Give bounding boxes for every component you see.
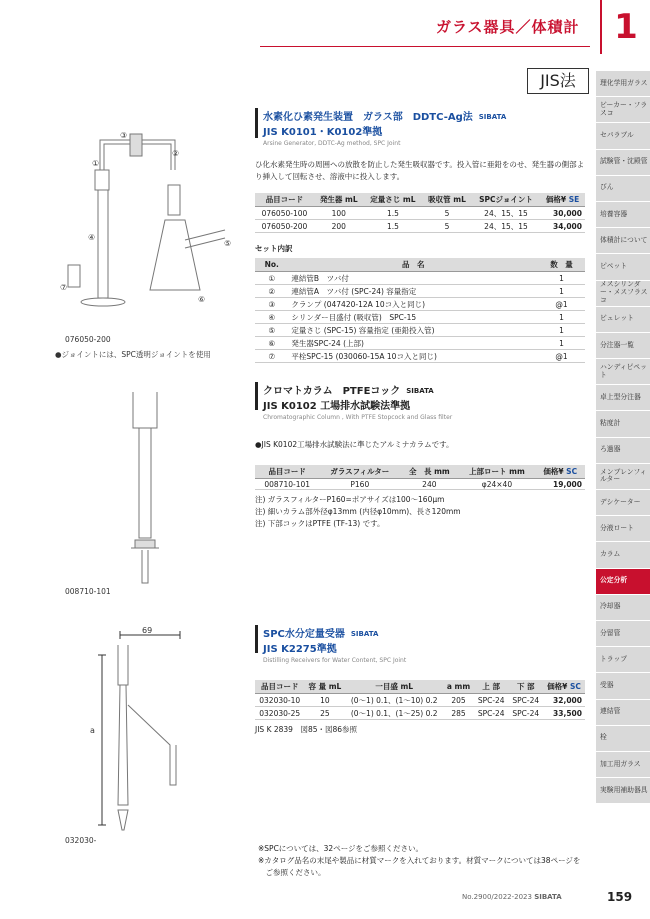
table-cell: ⑥ (255, 337, 288, 350)
table-cell: 平栓SPC-15 (030060-15A 10コ入と同じ) (288, 350, 538, 363)
product-jis: JIS K2275準拠 (263, 644, 337, 655)
table-cell: SPC-24 (508, 694, 543, 707)
image-code: 076050-200 (65, 335, 111, 344)
table-cell: 30,000 (540, 207, 585, 220)
table-cell: 205 (443, 694, 474, 707)
table-cell: 1 (538, 337, 585, 350)
table-cell: 1 (538, 311, 585, 324)
footer-note-line: ご参照ください。 (258, 868, 326, 877)
table-cell: 連結管A ツバ付 (SPC-24) 容量指定 (288, 285, 538, 298)
table-header: 数 量 (538, 258, 585, 272)
product-title-text: 水素化ひ素発生装置 ガラス部 DDTC-Ag法 (263, 112, 473, 123)
product-subtitle: Arsine Generator, DDTC-Ag method, SPC Joint (263, 140, 401, 147)
sidebar-item[interactable]: 加工用ガラス (596, 751, 650, 777)
table-cell: 076050-100 (255, 207, 314, 220)
sidebar-item[interactable]: 卓上型分注器 (596, 384, 650, 410)
product-jis: JIS K0102 工場排水試験法準拠 (263, 401, 411, 412)
sidebar-item[interactable]: 分液ロート (596, 515, 650, 541)
table-cell: ⑦ (255, 350, 288, 363)
arsine-generator-illustration (60, 130, 250, 325)
page-number: 159 (607, 890, 633, 904)
sidebar-item[interactable]: 体積計について (596, 227, 650, 253)
table-header: 価格¥ SC (535, 465, 585, 479)
table-header: 発生器 mL (314, 193, 364, 207)
table-row (255, 707, 585, 720)
table-cell: ⑤ (255, 324, 288, 337)
spec-table (255, 465, 585, 490)
table-header: 一目盛 mL (345, 680, 443, 694)
table-cell: ① (255, 272, 288, 285)
sidebar-item[interactable]: 理化学用ガラス (596, 70, 650, 96)
table-row (255, 694, 585, 707)
table-header: a mm (443, 680, 474, 694)
table-row (255, 311, 585, 324)
sidebar-item[interactable]: ハンディピペット (596, 358, 650, 384)
table-cell: 1.5 (364, 207, 422, 220)
table-cell: SPC-24 (474, 707, 509, 720)
catalog-number-text: No.2900/2022-2023 (462, 893, 532, 901)
sidebar-item[interactable]: ビーカー・フラスコ (596, 96, 650, 122)
table-cell: ③ (255, 298, 288, 311)
table-cell: 1 (538, 272, 585, 285)
table-cell: 032030-10 (255, 694, 304, 707)
table-cell: シリンダー目盛付 (吸収管) SPC-15 (288, 311, 538, 324)
label-4: ④ (88, 233, 96, 242)
sidebar-item[interactable]: 分留管 (596, 620, 650, 646)
table-cell: 24、15、15 (472, 220, 540, 233)
product-title (255, 382, 590, 397)
sidebar-item[interactable]: メンブレンフィルター (596, 463, 650, 489)
table-header: 品 名 (288, 258, 538, 272)
product-title (255, 108, 590, 123)
table-cell: 1 (538, 324, 585, 337)
table-row (255, 220, 585, 233)
table-header: 全 長 mm (400, 465, 458, 479)
table-cell: 連結管B ツバ付 (288, 272, 538, 285)
dimension-width: 69 (142, 626, 153, 635)
table-cell: 200 (314, 220, 364, 233)
label-7: ⑦ (60, 283, 68, 292)
table-cell: (0〜1) 0.1、(1〜10) 0.2 (345, 694, 443, 707)
sidebar-item[interactable]: ろ過器 (596, 437, 650, 463)
table-header: 下 部 (508, 680, 543, 694)
table-cell: 10 (304, 694, 345, 707)
table-row (255, 350, 585, 363)
table-cell: ④ (255, 311, 288, 324)
label-1: ① (92, 159, 100, 168)
category-sidebar (596, 70, 650, 803)
table-header: 品目コード (255, 680, 304, 694)
footer-notes (258, 843, 580, 879)
label-5: ⑤ (224, 239, 232, 248)
table-header: 上 部 (474, 680, 509, 694)
table-cell: 1.5 (364, 220, 422, 233)
table-header: SPCジョイント (472, 193, 540, 207)
sidebar-item[interactable]: ビュレット (596, 306, 650, 332)
spec-table (255, 193, 585, 233)
catalog-number (462, 893, 562, 901)
note-line: 注) ガラスフィルターP160=ポアサイズは100〜160μm (255, 495, 445, 504)
table-header: 価格¥ SE (540, 193, 585, 207)
footer-brand: SIBATA (534, 893, 562, 901)
product-arsine-generator (255, 108, 590, 363)
product-description: ●JIS K0102工場排水試験法に準じたアルミナカラムです。 (255, 440, 454, 449)
table-cell: 008710-101 (255, 479, 319, 490)
brand-logo: SIBATA (478, 113, 507, 121)
table-header: ガラスフィルター (319, 465, 400, 479)
table-cell: (0〜1) 0.1、(1〜25) 0.2 (345, 707, 443, 720)
table-header: No. (255, 258, 288, 272)
table-cell: 24、15、15 (472, 207, 540, 220)
sidebar-item[interactable]: 試験管・沈殿管 (596, 149, 650, 175)
footer-note-line: ※SPCについては、32ページをご参照ください。 (258, 844, 424, 853)
note-line: 注) 細いカラム部外径φ13mm (内径φ10mm)、長さ120mm (255, 507, 461, 516)
table-row (255, 337, 585, 350)
table-cell: 032030-25 (255, 707, 304, 720)
dimension-a: a (90, 726, 95, 735)
table-cell: 32,000 (543, 694, 585, 707)
table-row (255, 479, 585, 490)
header-title: ガラス器具／体積計 (436, 18, 580, 36)
image-code: 032030- (65, 836, 97, 845)
table-header: 上部ロート mm (458, 465, 535, 479)
footer-note-line: ※カタログ品名の末尾や製品に材質マークを入れております。材質マークについては38ページを (258, 856, 581, 865)
table-cell: φ24×40 (458, 479, 535, 490)
table-header: 品目コード (255, 193, 314, 207)
label-3: ③ (120, 131, 128, 140)
table-cell: 19,000 (535, 479, 585, 490)
brand-logo: SIBATA (350, 630, 379, 638)
table-row (255, 298, 585, 311)
table-row (255, 324, 585, 337)
spec-table (255, 680, 585, 720)
table-cell: P160 (319, 479, 400, 490)
spec-notes (255, 494, 590, 530)
table-row (255, 207, 585, 220)
table-header: 容 量 mL (304, 680, 345, 694)
table-cell: 34,000 (540, 220, 585, 233)
sidebar-item[interactable]: 公定分析 (596, 568, 650, 594)
table-row (255, 272, 585, 285)
table-cell: 25 (304, 707, 345, 720)
product-distilling-receiver (255, 625, 590, 736)
sidebar-item[interactable]: 粘度計 (596, 410, 650, 436)
table-cell: クランプ (047420-12A 10コ入と同じ) (288, 298, 538, 311)
brand-logo: SIBATA (406, 387, 434, 395)
table-cell: 076050-200 (255, 220, 314, 233)
sidebar-item[interactable]: 連結管 (596, 699, 650, 725)
table-cell: 240 (400, 479, 458, 490)
chromatographic-column-illustration (125, 388, 165, 588)
sidebar-item[interactable]: 受器 (596, 672, 650, 698)
sidebar-item[interactable]: 培養容器 (596, 201, 650, 227)
jis-reference: JIS K 2839 図85・図86参照 (255, 725, 358, 734)
product-subtitle: Distilling Receivers for Water Content, SPC Joint (263, 657, 407, 664)
table-cell: 5 (422, 220, 472, 233)
sidebar-item[interactable]: カラム (596, 541, 650, 567)
table-cell: 5 (422, 207, 472, 220)
table-header: 吸収管 mL (422, 193, 472, 207)
note-line: 注) 下部コックはPTFE (TF-13) です。 (255, 519, 385, 528)
sidebar-item[interactable]: メスシリンダー・メスフラスコ (596, 280, 650, 306)
table-cell: @1 (538, 298, 585, 311)
sidebar-item[interactable]: ピペット (596, 253, 650, 279)
product-jis: JIS K0101・K0102準拠 (263, 127, 383, 138)
table-cell: SPC-24 (508, 707, 543, 720)
sidebar-item[interactable]: びん (596, 175, 650, 201)
table-cell: 33,500 (543, 707, 585, 720)
product-title (255, 625, 590, 640)
table-header: 価格¥ SC (543, 680, 585, 694)
sidebar-item[interactable]: 冷却器 (596, 594, 650, 620)
table-cell: 100 (314, 207, 364, 220)
sidebar-item[interactable]: 分注器一覧 (596, 332, 650, 358)
product-subtitle: Chromatographic Column , With PTFE Stopcock and Glass filter (263, 414, 453, 421)
table-cell: SPC-24 (474, 694, 509, 707)
table-cell: @1 (538, 350, 585, 363)
table-cell: 定量さじ (SPC-15) 容量指定 (亜鉛投入管) (288, 324, 538, 337)
label-6: ⑥ (198, 295, 206, 304)
image-code: 008710-101 (65, 587, 111, 596)
product-description: ひ化水素発生時の周囲への放散を防止した発生吸収器です。投入管に亜鉛をのせ、発生器の側部より挿入して回転させ、溶液中に投入します。 (255, 160, 585, 181)
header-rule (260, 46, 590, 47)
product-title-text: SPC水分定量受器 (263, 629, 345, 640)
sidebar-item[interactable]: 栓 (596, 725, 650, 751)
sidebar-item[interactable]: トラップ (596, 646, 650, 672)
table-cell: 発生器SPC-24 (上部) (288, 337, 538, 350)
set-contents-table (255, 258, 585, 363)
image-note: ●ジョイントには、SPC透明ジョイントを使用 (55, 350, 211, 359)
label-2: ② (172, 149, 180, 158)
table-cell: ② (255, 285, 288, 298)
chapter-number: 1 (600, 0, 650, 54)
jis-method-badge: JIS法 (527, 68, 589, 94)
distilling-receiver-illustration (80, 625, 190, 835)
sidebar-item[interactable]: セパラブル (596, 122, 650, 148)
product-chromatographic-column (255, 382, 590, 530)
table-row (255, 285, 585, 298)
table-header: 品目コード (255, 465, 319, 479)
set-contents-title: セット内訳 (255, 244, 293, 253)
sidebar-item[interactable]: デシケーター (596, 489, 650, 515)
table-cell: 1 (538, 285, 585, 298)
product-title-text: クロマトカラム PTFEコック (263, 386, 401, 397)
table-header: 定量さじ mL (364, 193, 422, 207)
table-cell: 285 (443, 707, 474, 720)
sidebar-item[interactable]: 実験用補助器具 (596, 777, 650, 803)
